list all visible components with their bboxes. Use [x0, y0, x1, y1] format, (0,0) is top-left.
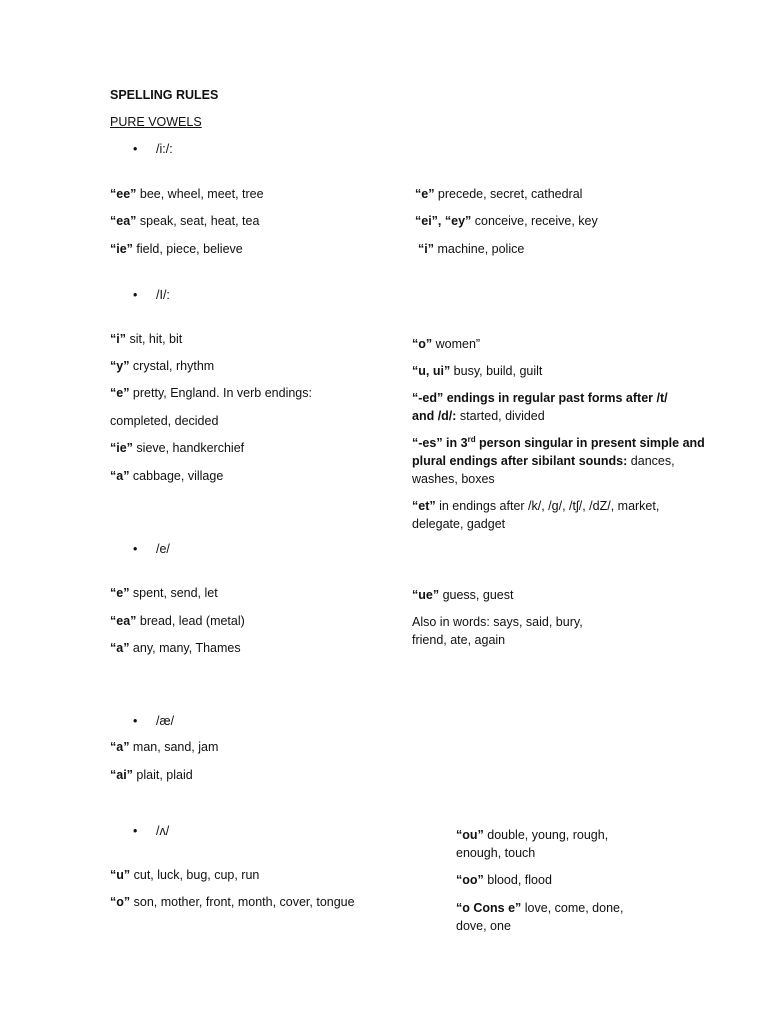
- bullet-icon: •: [133, 824, 138, 838]
- rule-item: “et” in endings after /k/, /g/, /tʃ/, /dZ/, market, delegate, gadget: [412, 499, 660, 531]
- rule-item: “-es” in 3rd person singular in present simple and plural endings after sibilant sounds: dances, washes, boxes: [412, 434, 705, 486]
- rule-item: “u, ui” busy, build, guilt: [412, 364, 543, 378]
- rule-item: “o Cons e” love, come, done, dove, one: [456, 901, 624, 933]
- rule-item: “o” son, mother, front, month, cover, tongue: [110, 895, 355, 909]
- rule-item: “-ed” endings in regular past forms after /t/ and /d/: started, divided: [412, 391, 668, 423]
- rule-item: “e” pretty, England. In verb endings:: [110, 386, 312, 400]
- rule-item: “i” machine, police: [418, 242, 525, 256]
- bullet-icon: •: [133, 288, 138, 302]
- phoneme-symbol: /i:/:: [156, 142, 173, 156]
- page-title: SPELLING RULES: [110, 88, 219, 102]
- rule-item: completed, decided: [110, 414, 219, 428]
- rule-item: “a” cabbage, village: [110, 469, 224, 483]
- rule-item: “ie” field, piece, believe: [110, 242, 243, 256]
- rule-item: “y” crystal, rhythm: [110, 359, 215, 373]
- rule-item: “e” precede, secret, cathedral: [415, 187, 583, 201]
- bullet-icon: •: [133, 542, 138, 556]
- phoneme-symbol: /æ/: [156, 714, 175, 728]
- phoneme-symbol: /I/:: [156, 288, 170, 302]
- rule-item: “o” women”: [412, 337, 481, 351]
- rule-item: “ei”, “ey” conceive, receive, key: [415, 214, 598, 228]
- rule-item: “a” any, many, Thames: [110, 641, 241, 655]
- bullet-icon: •: [133, 714, 138, 728]
- rule-item: “ou” double, young, rough, enough, touch: [456, 828, 609, 860]
- bullet-icon: •: [133, 142, 138, 156]
- phoneme-symbol: /e/: [156, 542, 170, 556]
- rule-item: “ee” bee, wheel, meet, tree: [110, 187, 264, 201]
- rule-item: “ai” plait, plaid: [110, 768, 193, 782]
- rule-item: “ie” sieve, handkerchief: [110, 441, 245, 455]
- rule-item: “e” spent, send, let: [110, 586, 218, 600]
- rule-item: “u” cut, luck, bug, cup, run: [110, 868, 260, 882]
- rule-item: “oo” blood, flood: [456, 873, 552, 887]
- rule-item: “i” sit, hit, bit: [110, 332, 183, 346]
- rule-item: “a” man, sand, jam: [110, 740, 219, 754]
- rule-item: “ea” speak, seat, heat, tea: [110, 214, 260, 228]
- rule-item: Also in words: says, said, bury, friend, ate, again: [412, 615, 583, 647]
- rule-item: “ue” guess, guest: [412, 588, 514, 602]
- section-subtitle: PURE VOWELS: [110, 115, 202, 129]
- rule-item: “ea” bread, lead (metal): [110, 614, 245, 628]
- phoneme-symbol: /ʌ/: [156, 824, 170, 838]
